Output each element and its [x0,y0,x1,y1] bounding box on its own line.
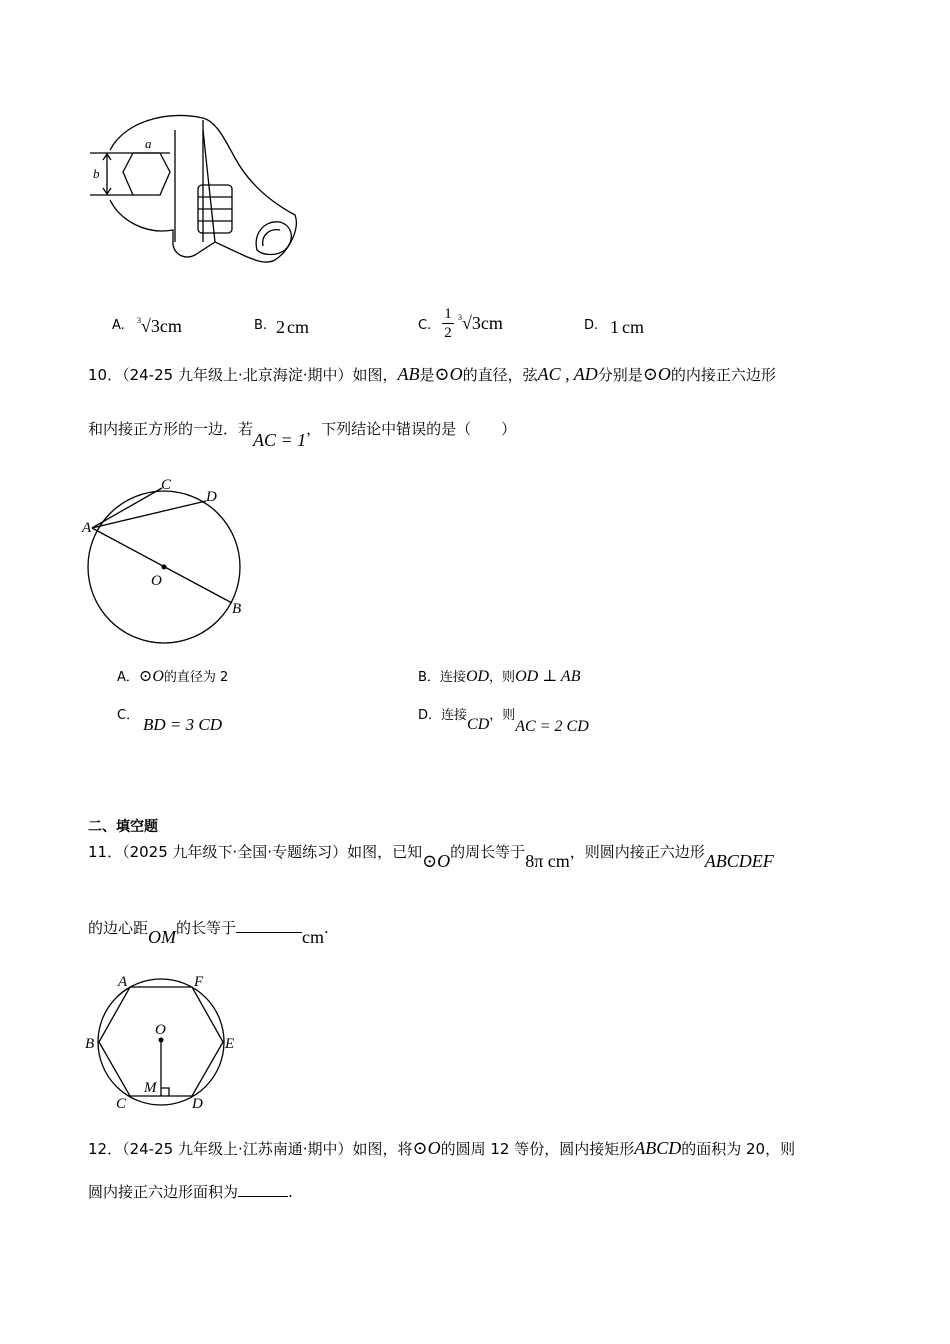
q11-answer-blank[interactable] [236,932,302,933]
q12-answer-blank[interactable] [238,1196,288,1197]
q10-circle-figure [78,470,258,650]
wrench-figure [85,110,305,275]
q9-option-c-value: $^3$√3cm [458,313,503,333]
q9-option-a: A. [112,318,125,333]
q10-point-c: C [161,477,172,493]
wrench-label-b: b [93,166,100,181]
q10-point-b: B [232,601,242,617]
q11-point-e: E [225,1036,235,1052]
q10-option-c-math: BD = 3 CD [143,715,222,734]
q11-point-f: F [194,974,204,990]
q9-option-c: C. [418,318,432,333]
q11-point-c: C [116,1096,127,1112]
q11-point-o: O [155,1022,166,1038]
q10-option-a: A．⊙O的直径为 2 [117,668,229,685]
q12-line1: 12．（24-25 九年级上·江苏南通·期中）如图，将⊙O的圆周 12 等份，圆内接矩形ABCD的面积为 20，则 [88,1138,796,1158]
section-2-title: 二、填空题 [88,819,158,835]
q10-point-o: O [151,573,162,589]
q10-option-d: D．连接CD，则AC = 2 CD [418,708,589,735]
q11-point-b: B [85,1036,95,1052]
q9-option-b-value: 2 cm [276,317,309,337]
q11-hexagon-figure [82,970,242,1115]
q9-option-d-value: 1 cm [610,317,644,337]
q11-point-a: A [118,974,128,990]
q11-point-m: M [144,1080,157,1096]
q9-option-c-fraction: 1 2 [442,305,454,342]
q11-line1: 11．（2025 九年级下·全国·专题练习）如图，已知⊙O的周长等于8π cm，则圆内接正六边形ABCDEF [88,843,774,871]
q12-line2: 圆内接正六边形面积为 . [88,1183,293,1201]
q9-option-a-value: $^3$√3cm [137,316,182,336]
q10-option-c: C． [117,708,140,723]
q10-point-d: D [206,489,217,505]
q11-line2: 的边心距OM的长等于 cm. [88,919,329,947]
q10-point-a: A [82,520,92,536]
q10-line2: 和内接正方形的一边．若AC = 1，下列结论中错误的是（ ） [88,420,517,450]
q9-option-b: B. [254,318,268,333]
q10-option-b: B．连接OD，则OD ⊥ AB [418,668,581,685]
q9-option-d: D. [584,318,599,333]
q10-line1: 10．（24-25 九年级上·北京海淀·期中）如图，AB是⊙O的直径，弦AC , AD分别是⊙O的内接正六边形 [88,364,776,384]
q11-point-d: D [192,1096,203,1112]
wrench-label-a: a [145,136,152,151]
